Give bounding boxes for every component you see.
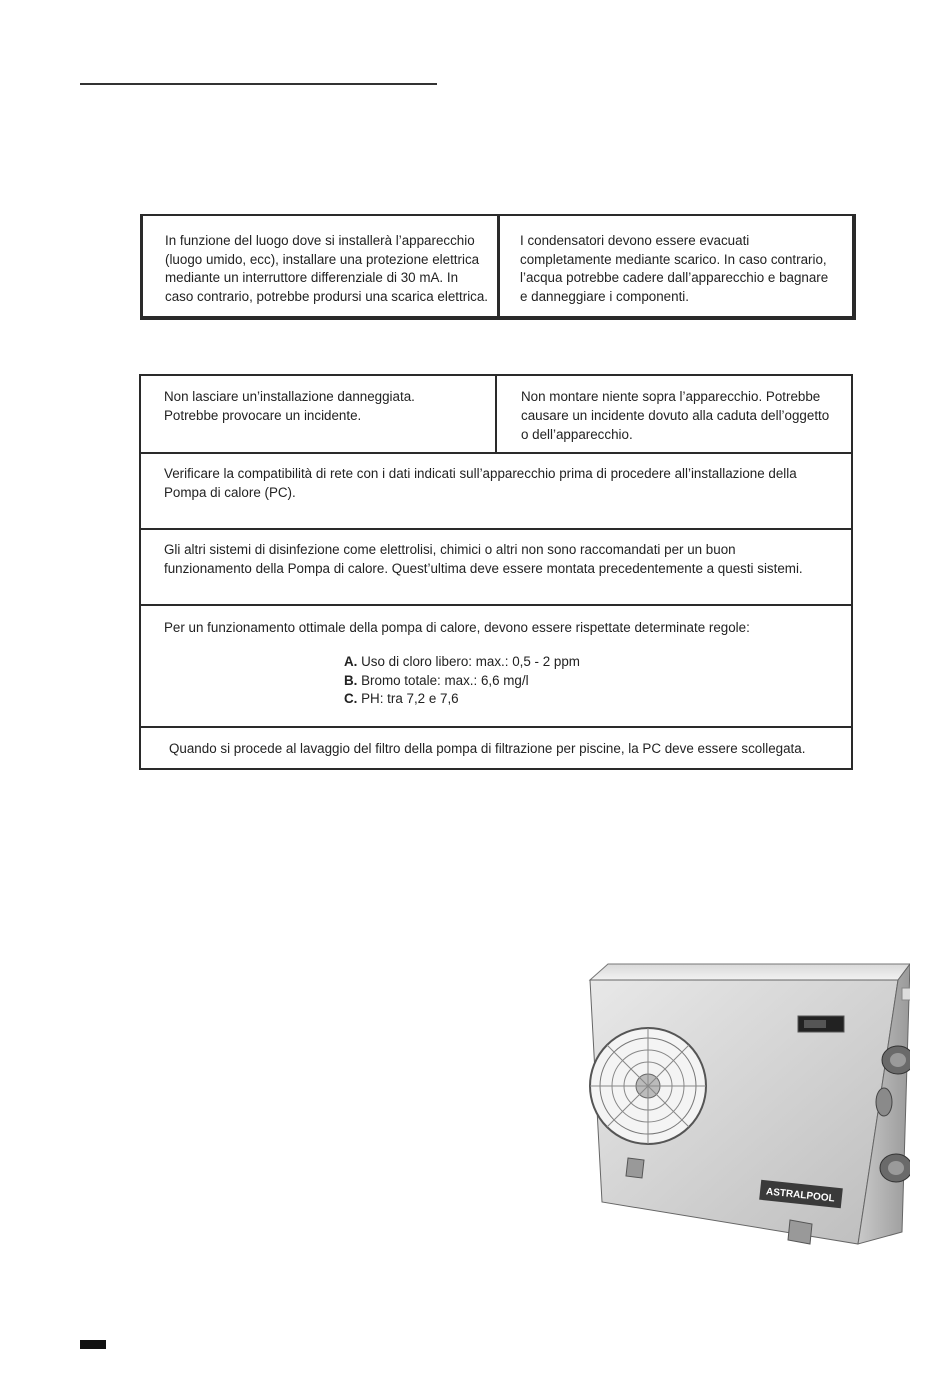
heat-pump-image [580,958,910,1250]
rule-item [344,653,841,672]
warning-table-2 [139,374,853,770]
rule-text: PH: tra 7,2 e 7,6 [357,691,459,706]
text-line: Verificare la compatibilità di rete con i dati indicati sull’apparecchio prima di procedere all’installazione della [164,466,797,481]
rule-letter: C. [344,691,358,706]
rule-item [344,672,841,691]
text-line: completamente mediante scarico. In caso contrario, [520,251,827,267]
text-line: In funzione del luogo dove si installerà l’apparecchio [165,233,475,248]
text-line: caso contrario, potrebbe prodursi una scarica elettrica. [165,288,489,304]
warning-disinfection-systems [141,528,851,604]
text-line: mediante un interruttore differenziale di 30 mA. In [165,270,459,285]
rule-letter: A. [344,654,358,669]
warning-condensate [500,216,852,316]
text-line: e danneggiare i componenti. [520,288,689,304]
text-line: funzionamento della Pompa di calore. Quest’ultima deve essere montata precedentemente a questi sistemi. [164,561,803,576]
rule-item [344,690,841,709]
page-marker [80,1340,106,1349]
rule-text: Uso di cloro libero: max.: 0,5 - 2 ppm [357,654,580,669]
warning-row-1 [141,376,851,452]
fan-icon [590,1028,706,1144]
brand-logo: ASTRALPOOL [765,1186,836,1205]
rule-text: Bromo totale: max.: 6,6 mg/l [357,672,529,688]
header-rule [80,83,437,85]
text-line: Potrebbe provocare un incidente. [164,408,362,423]
warning-nothing-on-top [497,376,851,452]
rules-intro: Per un funzionamento ottimale della pompa di calore, devono essere rispettate determinate regole: [164,620,750,635]
warning-table-1 [140,214,856,320]
text-line: Pompa di calore (PC). [164,485,296,500]
warning-electrical-protection [143,216,500,316]
water-chemistry-rules [141,604,851,726]
warning-disconnect-filter-wash [141,726,851,770]
text-line: I condensatori devono essere evacuati [520,233,750,248]
text-line: causare un incidente dovuto alla caduta dell’oggetto [521,408,830,423]
rule-letter: B. [344,672,358,688]
text-line: (luogo umido, ecc), installare una protezione elettrica [165,251,480,267]
text-line: Non lasciare un’installazione danneggiata. [164,389,415,404]
text-line: Quando si procede al lavaggio del filtro della pompa di filtrazione per piscine, la PC deve essere scollegata. [169,741,806,756]
text-line: Non montare niente sopra l’apparecchio. Potrebbe [521,389,821,404]
text-line: Gli altri sistemi di disinfezione come elettrolisi, chimici o altri non sono raccomandati per un buon [164,542,736,557]
text-line: o dell’apparecchio. [521,427,633,442]
warning-damaged-installation [141,376,497,452]
warning-network-compatibility [141,452,851,528]
rules-list [344,653,841,709]
text-line: l’acqua potrebbe cadere dall’apparecchio e bagnare [520,270,829,285]
